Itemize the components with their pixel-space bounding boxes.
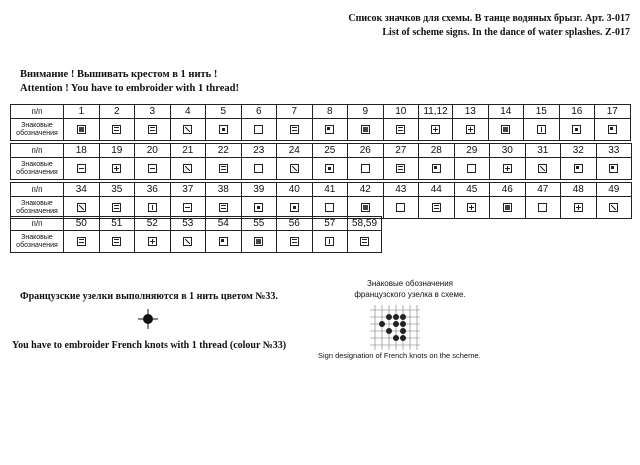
box-square-icon [538, 203, 547, 212]
symbol-cell [170, 231, 206, 253]
symbol-cell [524, 119, 560, 141]
symbol-cell [64, 158, 100, 180]
symbol-number: 29 [454, 144, 490, 158]
warning [20, 68, 239, 96]
symbol-number: 15 [524, 105, 560, 119]
symbol-cell [312, 158, 348, 180]
dot2-square-icon [432, 164, 441, 173]
symbol-cell [99, 231, 135, 253]
sign-designation-en: Sign designation of French knots on the scheme. [318, 351, 481, 360]
symbol-number: 49 [596, 183, 632, 197]
french-knots-note-ru: Французские узелки выполняются в 1 нить цветом №33. [20, 291, 278, 302]
symbol-number: 55 [241, 217, 277, 231]
symbol-cell [419, 119, 453, 141]
symbol-number: 24 [277, 144, 313, 158]
lines-square-icon [112, 125, 121, 134]
symbol-number: 38 [206, 183, 242, 197]
sign-designation-ru-line1: Знаковые обозначения [367, 279, 453, 288]
row-symbols-label [11, 231, 64, 253]
symbol-cell [596, 158, 632, 180]
dot2-square-icon [609, 164, 618, 173]
symbol-cell [277, 119, 313, 141]
cross-square-icon [466, 125, 475, 134]
symbol-cell [206, 158, 242, 180]
symbol-cell [596, 197, 632, 219]
symbol-table-3 [10, 182, 632, 219]
symbol-number: 50 [64, 217, 100, 231]
symbol-cell [490, 158, 526, 180]
diag-square-icon [77, 203, 86, 212]
symbol-cell [348, 231, 382, 253]
fill-square-icon [501, 125, 510, 134]
symbol-cell [64, 119, 100, 141]
vline-square-icon [537, 125, 546, 134]
symbol-cell [135, 158, 171, 180]
lines-square-icon [290, 125, 299, 134]
dot2-square-icon [219, 237, 228, 246]
symbol-cell [453, 119, 489, 141]
symbol-number: 3 [135, 105, 171, 119]
symbol-number: 14 [488, 105, 524, 119]
dot-square-icon [219, 125, 228, 134]
cross-square-icon [431, 125, 440, 134]
header-title-en: List of scheme signs. In the dance of water splashes. Z-017 [382, 27, 630, 38]
symbol-number: 45 [454, 183, 490, 197]
row-symbols-label [11, 158, 64, 180]
sign-designation-ru [330, 278, 490, 300]
symbol-number: 23 [241, 144, 277, 158]
diag-square-icon [183, 125, 192, 134]
symbol-cell [170, 119, 206, 141]
symbol-cell [170, 158, 206, 180]
symbol-number: 32 [561, 144, 597, 158]
fill-square-icon [361, 203, 370, 212]
fill-square-icon [503, 203, 512, 212]
diag-square-icon [290, 164, 299, 173]
symbol-number: 18 [64, 144, 100, 158]
symbol-number: 27 [383, 144, 419, 158]
symbol-cell [99, 119, 135, 141]
box-square-icon [361, 164, 370, 173]
french-knot-grid-example [370, 305, 420, 350]
symbol-number: 25 [312, 144, 348, 158]
symbol-cell [206, 231, 242, 253]
symbol-cell [383, 119, 419, 141]
symbol-cell [135, 231, 171, 253]
symbol-cell [348, 119, 384, 141]
symbol-cell [525, 158, 561, 180]
symbols-label-line2: обозначения [16, 168, 58, 176]
lines-square-icon [396, 164, 405, 173]
symbol-number: 48 [561, 183, 597, 197]
symbol-number: 13 [453, 105, 489, 119]
warning-ru: Внимание ! Вышивать крестом в 1 нить ! [20, 69, 218, 80]
symbols-label-line1: Знаковые [21, 121, 53, 129]
symbols-label-line2: обозначения [16, 207, 58, 215]
lines-square-icon [432, 203, 441, 212]
symbol-number: 51 [99, 217, 135, 231]
header [270, 12, 630, 40]
symbol-cell [454, 158, 490, 180]
symbol-number: 42 [348, 183, 384, 197]
symbol-cell [277, 231, 313, 253]
symbol-number: 44 [419, 183, 455, 197]
row-number-label: п/п [11, 217, 64, 231]
symbol-number: 46 [490, 183, 526, 197]
symbol-table-1 [10, 104, 631, 141]
symbol-number: 5 [206, 105, 242, 119]
symbol-cell [490, 197, 526, 219]
symbol-cell [419, 197, 455, 219]
cross-square-icon [148, 237, 157, 246]
symbol-number: 4 [170, 105, 206, 119]
lines-square-icon [112, 237, 121, 246]
hline-square-icon [77, 164, 86, 173]
box-square-icon [396, 203, 405, 212]
lines-square-icon [148, 125, 157, 134]
symbol-cell [99, 158, 135, 180]
symbol-number: 33 [596, 144, 632, 158]
symbol-number: 2 [99, 105, 135, 119]
symbol-number: 31 [525, 144, 561, 158]
symbols-label-line2: обозначения [16, 129, 58, 137]
dot-square-icon [325, 164, 334, 173]
hline-square-icon [183, 203, 192, 212]
symbol-number: 16 [559, 105, 595, 119]
symbol-number: 8 [312, 105, 348, 119]
symbol-number: 17 [595, 105, 631, 119]
lines-square-icon [396, 125, 405, 134]
lines-square-icon [77, 237, 86, 246]
diag-square-icon [538, 164, 547, 173]
symbol-cell [241, 158, 277, 180]
symbol-table-2 [10, 143, 632, 180]
symbol-number: 35 [99, 183, 135, 197]
diag-square-icon [183, 164, 192, 173]
symbol-number: 7 [277, 105, 313, 119]
box-square-icon [254, 125, 263, 134]
hline-square-icon [148, 164, 157, 173]
symbol-number: 22 [206, 144, 242, 158]
symbol-cell [348, 158, 384, 180]
symbol-cell [206, 119, 242, 141]
symbol-table-4 [10, 216, 382, 253]
symbol-number: 26 [348, 144, 384, 158]
symbol-number: 36 [135, 183, 171, 197]
symbol-cell [241, 231, 277, 253]
box-square-icon [467, 164, 476, 173]
box-square-icon [254, 164, 263, 173]
symbol-number: 34 [64, 183, 100, 197]
lines-square-icon [290, 237, 299, 246]
symbol-number: 58,59 [348, 217, 382, 231]
symbol-number: 41 [312, 183, 348, 197]
symbols-label-line1: Знаковые [21, 199, 53, 207]
symbol-number: 53 [170, 217, 206, 231]
row-number-label: п/п [11, 144, 64, 158]
cross-square-icon [467, 203, 476, 212]
symbol-cell [383, 158, 419, 180]
symbol-number: 47 [525, 183, 561, 197]
diag-square-icon [183, 237, 192, 246]
warning-en: Attention ! You have to embroider with 1 thread! [20, 83, 239, 94]
fill-square-icon [254, 237, 263, 246]
dot-square-icon [290, 203, 299, 212]
lines-square-icon [112, 203, 121, 212]
symbol-number: 6 [241, 105, 277, 119]
symbol-cell [559, 119, 595, 141]
vline-square-icon [148, 203, 157, 212]
symbol-number: 39 [241, 183, 277, 197]
box-square-icon [325, 203, 334, 212]
cross-square-icon [503, 164, 512, 173]
symbol-cell [454, 197, 490, 219]
fill-square-icon [77, 125, 86, 134]
symbol-cell [312, 231, 348, 253]
row-symbols-label [11, 119, 64, 141]
symbol-cell [525, 197, 561, 219]
diag-square-icon [609, 203, 618, 212]
symbol-cell [595, 119, 631, 141]
cross-square-icon [574, 203, 583, 212]
symbol-cell [488, 119, 524, 141]
symbol-cell [64, 231, 100, 253]
row-number-label: п/п [11, 105, 64, 119]
symbol-cell [135, 119, 171, 141]
symbol-number: 56 [277, 217, 313, 231]
lines-square-icon [219, 203, 228, 212]
row-number-label: п/п [11, 183, 64, 197]
dot-square-icon [572, 125, 581, 134]
cross-square-icon [112, 164, 121, 173]
symbol-number: 37 [170, 183, 206, 197]
symbol-cell [277, 158, 313, 180]
symbol-number: 9 [348, 105, 384, 119]
fill-square-icon [361, 125, 370, 134]
dot2-square-icon [574, 164, 583, 173]
dot2-square-icon [325, 125, 334, 134]
vline-square-icon [325, 237, 334, 246]
symbol-number: 30 [490, 144, 526, 158]
symbol-number: 40 [277, 183, 313, 197]
lines-square-icon [219, 164, 228, 173]
symbol-number: 54 [206, 217, 242, 231]
symbol-number: 21 [170, 144, 206, 158]
symbol-cell [241, 119, 277, 141]
dot2-square-icon [608, 125, 617, 134]
symbol-cell [419, 158, 455, 180]
symbol-number: 28 [419, 144, 455, 158]
symbol-number: 11,12 [419, 105, 453, 119]
symbol-number: 19 [99, 144, 135, 158]
symbol-cell [561, 158, 597, 180]
symbol-cell [561, 197, 597, 219]
symbol-number: 20 [135, 144, 171, 158]
symbols-label-line1: Знаковые [21, 160, 53, 168]
symbols-label-line1: Знаковые [21, 233, 53, 241]
header-title-ru: Список значков для схемы. В танце водяных брызг. Арт. 3-017 [348, 13, 630, 24]
symbol-cell [383, 197, 419, 219]
sign-designation-ru-line2: французского узелка в схеме. [354, 290, 466, 299]
symbol-cell [312, 119, 348, 141]
symbol-number: 57 [312, 217, 348, 231]
french-knots-note-en: You have to embroider French knots with 1 thread (colour №33) [12, 340, 287, 351]
symbol-number: 1 [64, 105, 100, 119]
symbol-number: 10 [383, 105, 419, 119]
symbols-label-line2: обозначения [16, 241, 58, 249]
french-knot-symbol-icon [138, 309, 158, 329]
dot-square-icon [254, 203, 263, 212]
symbol-number: 43 [383, 183, 419, 197]
symbol-number: 52 [135, 217, 171, 231]
lines-square-icon [360, 237, 369, 246]
